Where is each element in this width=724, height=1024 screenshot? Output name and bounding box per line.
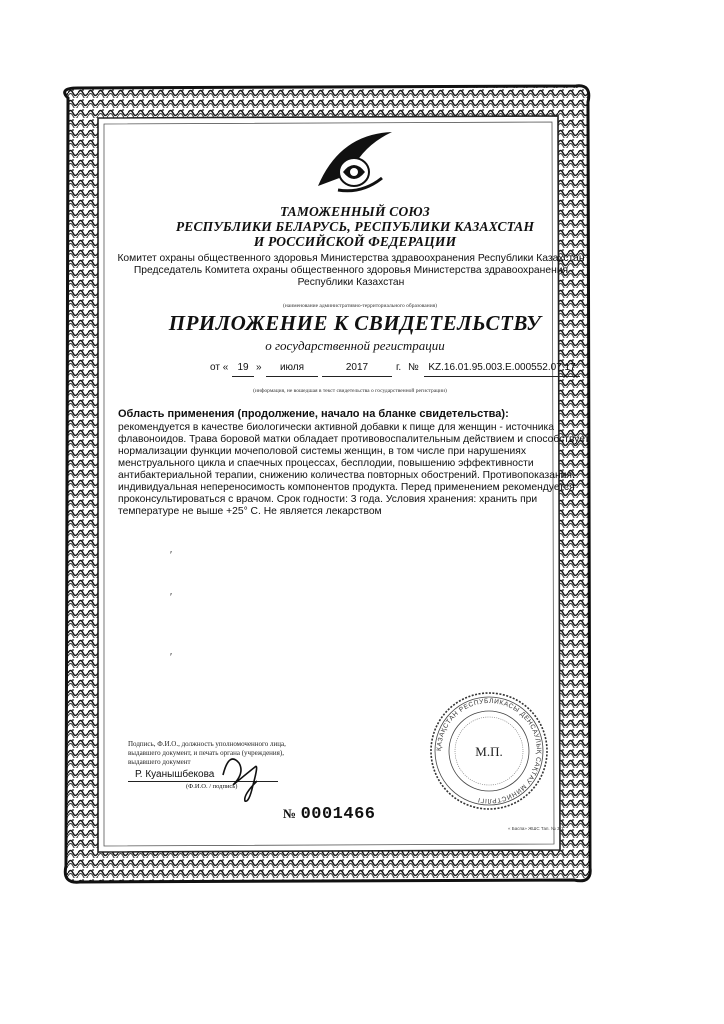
date-day: 19 xyxy=(232,360,254,377)
seal-ring-text: ҚАЗАҚСТАН РЕСПУБЛИКАСЫ ДЕНСАУЛЫҚ САҚТАУ МИНИСТРЛІГІ xyxy=(435,697,543,805)
scope-line: индивидуальная непереносимость компонентов продукта. Перед применением рекомендуется xyxy=(118,482,575,493)
fio-caption: (Ф.И.О. / подпись) xyxy=(186,783,238,790)
registration-number: KZ.16.01.95.003.E.000552.07.17 xyxy=(424,360,580,377)
scope-heading: Область применения (продолжение, начало на бланке свидетельства): xyxy=(118,408,509,420)
signer-name: Р. Куанышбекова xyxy=(135,769,215,780)
form-number xyxy=(283,805,376,824)
date-year-suffix: г. xyxy=(396,362,402,373)
document-title: ПРИЛОЖЕНИЕ К СВИДЕТЕЛЬСТВУ xyxy=(168,311,542,335)
scope-line: менструального цикла и спаечных процессах, бесплодии, повышению эффективности xyxy=(118,458,534,469)
info-note-caption: (информация, не вошедшая в текст свидетельства о государственной регистрации) xyxy=(253,388,447,394)
scope-line: проконсультироваться с врачом. Срок годности: 3 года. Условия хранения: хранить при xyxy=(118,494,538,505)
scope-text xyxy=(118,422,590,518)
scope-line: рекомендуется в качестве биологически активной добавки к пище для женщин - источника xyxy=(118,422,554,433)
signature-caption-line: выдавшего документ xyxy=(128,758,191,766)
document-subtitle: о государственной регистрации xyxy=(265,338,445,353)
form-number-sign: № xyxy=(283,806,297,821)
admin-unit-caption: (наименование административно-территориального образования) xyxy=(282,303,437,309)
blank-mark: ′ xyxy=(170,550,172,561)
customs-union-emblem-icon xyxy=(310,128,398,198)
scope-line: температуре не выше +25° С. Не является лекарством xyxy=(118,506,382,517)
blank-mark: ′ xyxy=(170,592,172,603)
scope-line: флавоноидов. Трава боровой матки обладает противовоспалительным действием и способствует xyxy=(118,434,590,445)
date-month: июля xyxy=(266,360,318,377)
signature-caption-line: выдавшего документ, и печать органа (учреждения), xyxy=(128,749,284,757)
header-line-2: РЕСПУБЛИКИ БЕЛАРУСЬ, РЕСПУБЛИКИ КАЗАХСТАН xyxy=(175,219,535,234)
blank-mark: ′ xyxy=(170,652,172,663)
seal-center-text: М.П. xyxy=(475,744,503,759)
signature-caption-line: Подпись, Ф.И.О., должность уполномоченного лица, xyxy=(128,740,286,748)
date-year: 2017 xyxy=(322,360,392,377)
date-line xyxy=(210,360,580,376)
date-prefix: от « xyxy=(210,362,229,373)
form-number-value: 0001466 xyxy=(300,805,376,824)
printer-mark: « Баспа» ЖШС Тап. № 3-1 xyxy=(508,826,564,831)
header-line-3: И РОССИЙСКОЙ ФЕДЕРАЦИИ xyxy=(253,234,457,249)
reg-number-sign: № xyxy=(408,362,419,373)
scope-line: антибактериальной терапии, снижению количества повторных обострений. Противопоказания: xyxy=(118,470,575,481)
committee-line-1: Комитет охраны общественного здоровья Министерства здравоохранения Республики Казахстан xyxy=(117,253,585,264)
scope-line: нормализации функции мочеполовой системы женщин, в том числе при нарушениях xyxy=(118,446,527,457)
committee-line-2: Председатель Комитета охраны общественного здоровья Министерства здравоохранения xyxy=(133,265,569,276)
committee-line-3: Республики Казахстан xyxy=(297,277,405,288)
header-line-1: ТАМОЖЕННЫЙ СОЮЗ xyxy=(280,204,430,219)
date-close-quote: » xyxy=(256,362,262,373)
handwritten-signature-icon xyxy=(215,745,275,805)
official-seal-stamp xyxy=(428,690,550,812)
